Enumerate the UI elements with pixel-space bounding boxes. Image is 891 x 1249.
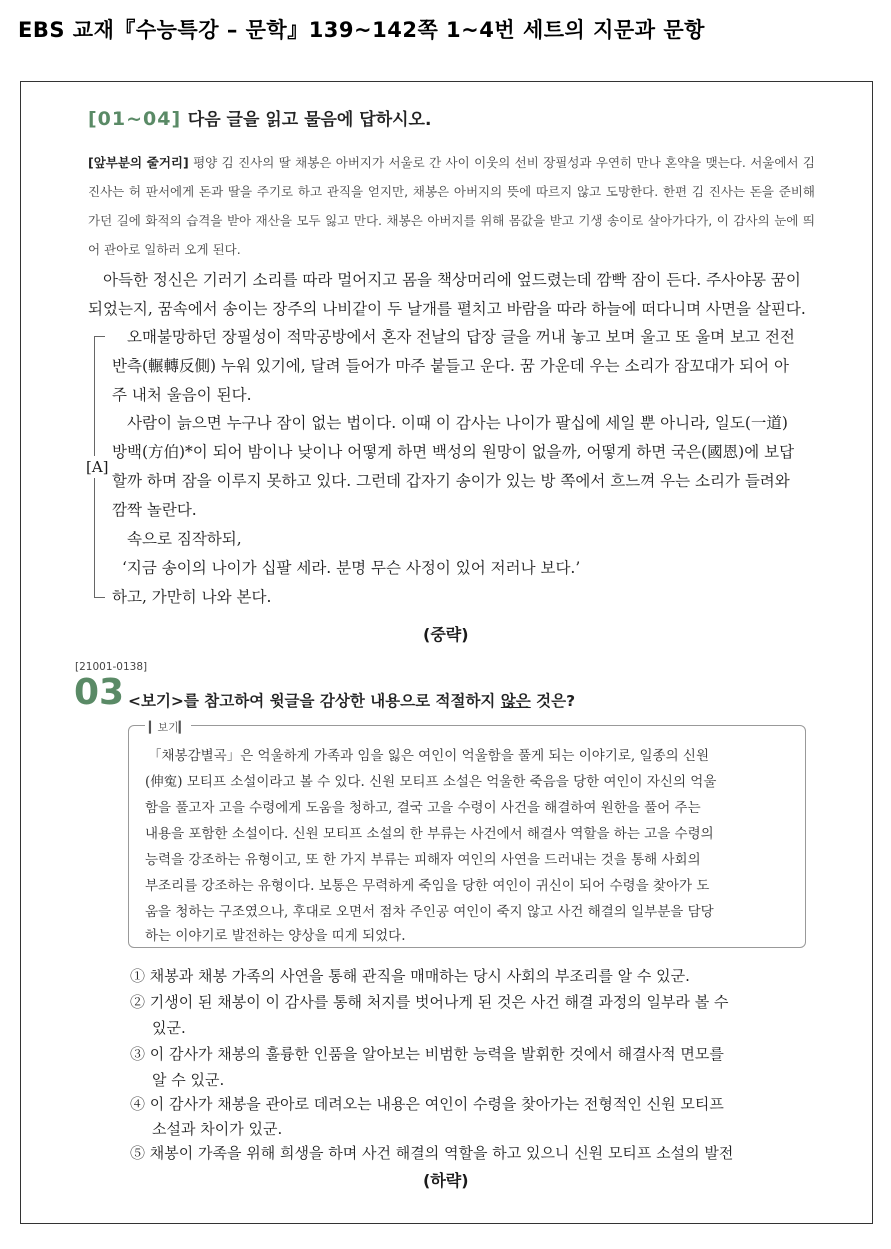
choice-4-cont: 소설과 차이가 있군.	[152, 1120, 283, 1138]
choice-4: ④ 이 감사가 채봉을 관아로 데려오는 내용은 여인이 수령을 찾아가는 전형적인 신원 모티프	[130, 1095, 724, 1113]
summary-text: 평양 김 진사의 딸 채봉은 아버지가 서울로 간 사이 이웃의 선비 장필성과 우연히 만나 혼약을 맺는다. 서울에서 김 진사는 허 판서에게 돈과 딸을 주기로 하고 관직을 얻지만, 채봉은 아버지의 뜻에 따르지 않고 도망한다. 한편 김 진사는 돈을 준비해 가던 길에 화적의 습격을 받아 재산을 모두 잃고 만다. 채봉은 아버지를 위해 몸값을 받고 기생 송이로 살아가다가, 이 감사의 눈에 띄어 관아로 일하러 오게 된다.	[88, 155, 815, 257]
choice-3: ③ 이 감사가 채봉의 훌륭한 인품을 알아보는 비범한 능력을 발휘한 것에서 해결사적 면모를	[130, 1045, 724, 1063]
passage-line: 속으로 짐작하되,	[127, 530, 242, 548]
choice-1: ① 채봉과 채봉 가족의 사연을 통해 관직을 매매하는 당시 사회의 부조리를 알 수 있군.	[130, 967, 690, 985]
question-set-heading	[88, 105, 431, 130]
question-stem	[128, 689, 575, 711]
passage-line: 하고, 가만히 나와 본다.	[112, 588, 272, 606]
passage-line: 할까 하며 잠을 이루지 못하고 있다. 그런데 갑자기 송이가 있는 방 쪽에서 흐느껴 우는 소리가 들려와	[112, 472, 790, 490]
section-a-label: [A]	[86, 458, 109, 476]
bogi-tag: ▎보기▎	[145, 719, 191, 735]
question-stem-emphasis: 않은	[500, 692, 531, 710]
plot-summary	[88, 148, 815, 264]
bogi-tag-text: 보기	[157, 721, 179, 734]
passage-line: 사람이 늙으면 누구나 잠이 없는 법이다. 이때 이 감사는 나이가 팔십에 세일 뿐 아니라, 일도(一道)	[127, 414, 788, 432]
passage-line: ‘지금 송이의 나이가 십팔 세라. 분명 무슨 사정이 있어 저러나 보다.’	[122, 559, 581, 577]
question-number: 03	[74, 672, 125, 713]
omission-middle: (중략)	[423, 625, 469, 644]
omission-end: (하략)	[423, 1171, 469, 1190]
bogi-line: 하는 이야기로 발전하는 양상을 띠게 되었다.	[145, 928, 406, 944]
choice-2: ② 기생이 된 채봉이 이 감사를 통해 처지를 벗어나게 된 것은 사건 해결 과정의 일부라 볼 수	[130, 993, 729, 1011]
bogi-line: 부조리를 강조하는 유형이다. 보통은 무력하게 죽임을 당한 여인이 귀신이 되어 수령을 찾아가 도	[145, 878, 710, 894]
document-title: EBS 교재『수능특강 – 문학』139~142쪽 1~4번 세트의 지문과 문항	[18, 18, 705, 42]
choice-2-cont: 있군.	[152, 1019, 186, 1037]
choice-3-cont: 알 수 있군.	[152, 1071, 225, 1089]
passage-line: 주 내처 울음이 된다.	[112, 386, 252, 404]
summary-label: [앞부분의 줄거리]	[88, 155, 189, 170]
bogi-line: 능력을 강조하는 유형이고, 또 한 가지 부류는 피해자 여인의 사연을 드러내는 것을 통해 사회의	[145, 852, 701, 868]
bogi-line: 움을 청하는 구조였으나, 후대로 오면서 점차 주인공 여인이 죽지 않고 사건 해결의 일부분을 담당	[145, 904, 714, 920]
passage-line: 방백(方伯)*이 되어 밤이나 낮이나 어떻게 하면 백성의 원망이 없을까, 어떻게 하면 국은(國恩)에 보답	[112, 443, 795, 461]
question-set-number: [01~04]	[88, 108, 182, 130]
question-set-instruction: 다음 글을 읽고 물음에 답하시오.	[187, 110, 432, 130]
question-stem-part1: <보기>를 참고하여 윗글을 감상한 내용으로 적절하지	[128, 692, 501, 710]
bogi-line: (伸寃) 모티프 소설이라고 볼 수 있다. 신원 모티프 소설은 억울한 죽음을 당한 여인이 자신의 억울	[145, 774, 717, 790]
question-code: [21001-0138]	[75, 661, 148, 673]
passage-line: 깜짝 놀란다.	[112, 501, 197, 519]
passage-line: 오매불망하던 장필성이 적막공방에서 혼자 전날의 답장 글을 꺼내 놓고 보며 울고 또 울며 보고 전전	[127, 328, 795, 346]
passage-line: 되었는지, 꿈속에서 송이는 장주의 나비같이 두 날개를 펼치고 바람을 따라 하늘에 떠다니며 사면을 살핀다.	[88, 300, 806, 318]
passage-line: 반측(輾轉反側) 누워 있기에, 달려 들어가 마주 붙들고 운다. 꿈 가운데 우는 소리가 잠꼬대가 되어 아	[112, 357, 789, 375]
bogi-line: 「채봉감별곡」은 억울하게 가족과 임을 잃은 여인이 억울함을 풀게 되는 이야기로, 일종의 신원	[148, 748, 710, 764]
bogi-line: 내용을 포함한 소설이다. 신원 모티프 소설의 한 부류는 사건에서 해결사 역할을 하는 고을 수령의	[145, 826, 714, 842]
passage-line: 아득한 정신은 기러기 소리를 따라 멀어지고 몸을 책상머리에 엎드렸는데 깜빡 잠이 든다. 주사야몽 꿈이	[103, 271, 801, 289]
choice-5: ⑤ 채봉이 가족을 위해 희생을 하며 사건 해결의 역할을 하고 있으니 신원 모티프 소설의 발전	[130, 1144, 734, 1162]
question-stem-part2: 것은?	[530, 692, 576, 710]
bogi-line: 함을 풀고자 고을 수령에게 도움을 청하고, 결국 고을 수령이 사건을 해결하여 원한을 풀어 주는	[145, 800, 701, 816]
